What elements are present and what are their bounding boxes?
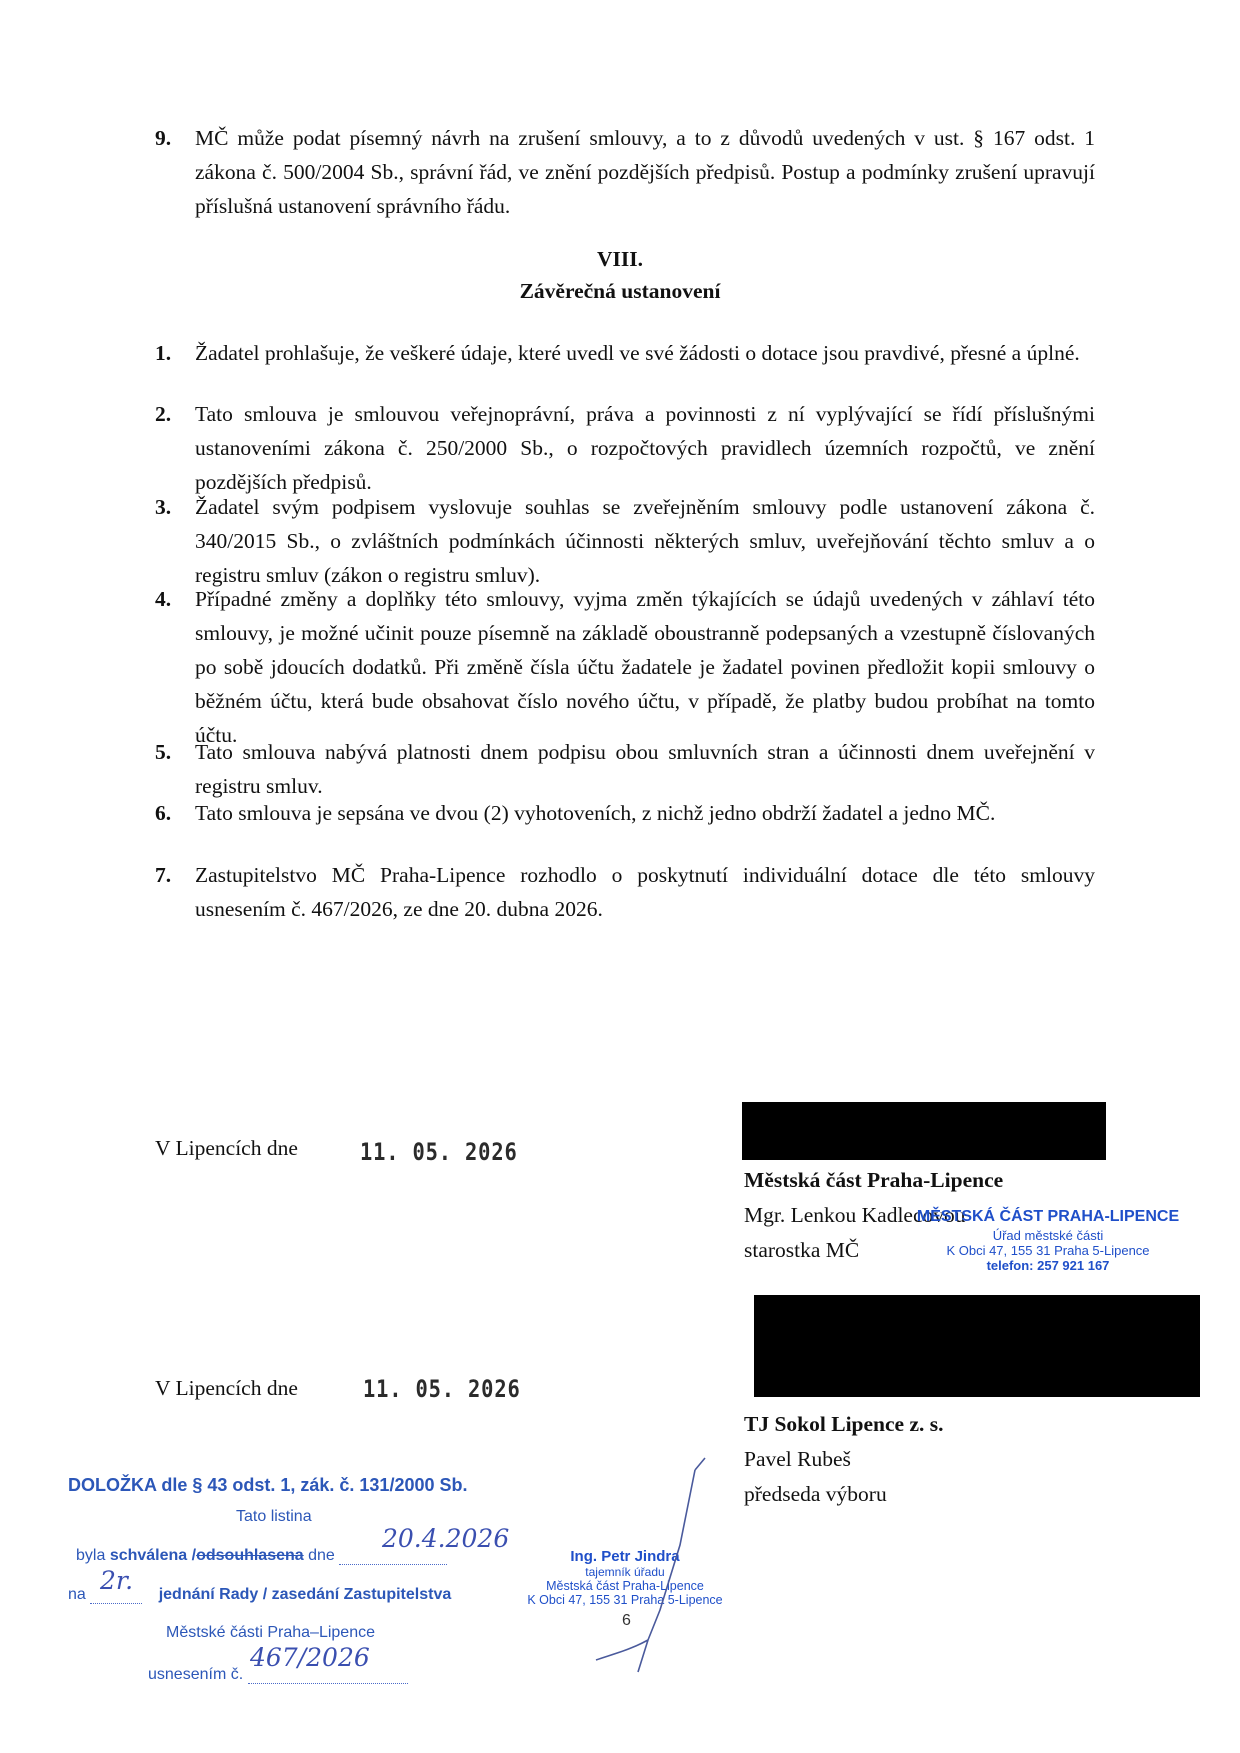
- item-text: Tato smlouva nabývá platnosti dnem podpisu obou smluvních stran a účinnosti dnem uveřejnění v registru smluv.: [195, 740, 1095, 798]
- article-item-4: [155, 582, 1095, 752]
- section-title: Závěrečná ustanovení: [519, 279, 721, 303]
- redaction-box-1: [742, 1102, 1106, 1160]
- handwritten-resolution-number: 467/2026: [250, 1643, 370, 1672]
- party2-person: Pavel Rubeš: [744, 1447, 851, 1471]
- clause-text: byla: [76, 1547, 106, 1564]
- item-number: 5.: [155, 740, 172, 764]
- party1-person: Mgr. Lenkou Kadlecovou: [744, 1203, 966, 1227]
- office-stamp-1: [908, 1208, 1188, 1273]
- item-text: Žadatel svým podpisem vyslovuje souhlas se zveřejněním smlouvy podle ustanovení zákona č. 340/2015 Sb., o zvláštních podmínkách účinnosti některých smluv, uveřejňování těchto smluv a o registru smluv (zákon o registru smluv).: [195, 495, 1095, 587]
- page-number: 6: [622, 1612, 631, 1629]
- redaction-box-2: [754, 1295, 1200, 1397]
- item-number: 3.: [155, 495, 172, 519]
- item-text: Tato smlouva je sepsána ve dvou (2) vyhotoveních, z nichž jedno obdrží žadatel a jedno MČ.: [195, 801, 996, 825]
- article-item-9: [155, 121, 1095, 223]
- article-item-7: [155, 858, 1095, 926]
- clause-line-1: Tato listina: [236, 1508, 312, 1525]
- item-number: 4.: [155, 587, 172, 611]
- handwritten-date: 20.4.2026: [382, 1524, 510, 1553]
- article-item-1: [155, 336, 1095, 370]
- clause-title: DOLOŽKA dle § 43 odst. 1, zák. č. 131/2000 Sb.: [68, 1475, 468, 1495]
- clause-line-4: Městské části Praha–Lipence: [166, 1624, 375, 1641]
- handwritten-meeting-number: 2r.: [100, 1566, 134, 1595]
- item-text: MČ může podat písemný návrh na zrušení smlouvy, a to z důvodů uvedených v ust. § 167 odst. 1 zákona č. 500/2004 Sb., správní řád, ve znění pozdějších předpisů. Postup a podmínky zrušení upravují příslušná ustanovení správního řádu.: [195, 126, 1095, 218]
- stamp-line: Městská část Praha-Lipence: [546, 1579, 704, 1593]
- item-number: 1.: [155, 341, 172, 365]
- clause-text: dne: [308, 1547, 335, 1564]
- section-roman-numeral: VIII.: [596, 247, 643, 271]
- stamp-line: telefon: 257 921 167: [986, 1258, 1110, 1273]
- party1-name: Městská část Praha-Lipence: [744, 1168, 1004, 1192]
- clause-text: usnesením č.: [148, 1666, 244, 1683]
- stamp-line: Úřad městské části: [992, 1228, 1104, 1243]
- signature-stroke: [530, 1450, 730, 1690]
- item-text: Případné změny a doplňky této smlouvy, vyjma změn týkajících se údajů uvedených v záhlaví této smlouvy, je možné učinit pouze písemně na základě oboustranně podepsaných a vzestupně číslovaných po sobě jdoucích dodatků. Při změně čísla účtu žadatele je žadatel povinen předložit kopii smlouvy o běžném účtu, která bude obsahovat číslo nového účtu, v případě, že platby budou probíhat na tomto účtu.: [195, 587, 1095, 747]
- signature-place-2: V Lipencích dne: [155, 1376, 298, 1400]
- article-item-5: [155, 735, 1095, 803]
- article-item-2: [155, 397, 1095, 499]
- signature-place-1: V Lipencích dne: [155, 1136, 298, 1160]
- stamp-line: MĚSTSKÁ ČÁST PRAHA-LIPENCE: [916, 1208, 1180, 1225]
- stamp-line: Ing. Petr Jindra: [570, 1548, 680, 1565]
- article-item-3: [155, 490, 1095, 592]
- item-number: 6.: [155, 801, 172, 825]
- party1-role: starostka MČ: [744, 1238, 860, 1262]
- article-item-6: [155, 796, 1095, 830]
- party2-name: TJ Sokol Lipence z. s.: [744, 1412, 944, 1436]
- item-number: 2.: [155, 402, 172, 426]
- item-number: 7.: [155, 863, 172, 887]
- date-stamp-2: 11. 05. 2026: [363, 1375, 521, 1403]
- item-text: Zastupitelstvo MČ Praha-Lipence rozhodlo o poskytnutí individuální dotace dle této smlouvy usnesením č. 467/2026, ze dne 20. dubna 2026.: [195, 863, 1095, 921]
- date-stamp-1: 11. 05. 2026: [360, 1138, 518, 1166]
- party2-role: předseda výboru: [744, 1482, 887, 1506]
- clause-text: schválena /: [109, 1547, 197, 1564]
- item-text: Tato smlouva je smlouvou veřejnoprávní, práva a povinnosti z ní vyplývající se řídí příslušnými ustanoveními zákona č. 250/2000 Sb., o rozpočtových pravidlech územních rozpočtů, ve znění pozdějších předpisů.: [195, 402, 1095, 494]
- stamp-line: tajemník úřadu: [585, 1565, 665, 1579]
- clause-struck-text: odsouhlasena: [196, 1547, 304, 1564]
- item-text: Žadatel prohlašuje, že veškeré údaje, které uvedl ve své žádosti o dotace jsou pravdivé, přesné a úplné.: [195, 341, 1080, 365]
- clause-text: na: [68, 1586, 86, 1603]
- stamp-line: K Obci 47, 155 31 Praha 5-Lipence: [946, 1243, 1150, 1258]
- stamp-line: K Obci 47, 155 31 Praha 5-Lipence: [527, 1593, 723, 1607]
- clause-text: jednání Rady / zasedání Zastupitelstva: [158, 1586, 452, 1603]
- item-number: 9.: [155, 126, 172, 150]
